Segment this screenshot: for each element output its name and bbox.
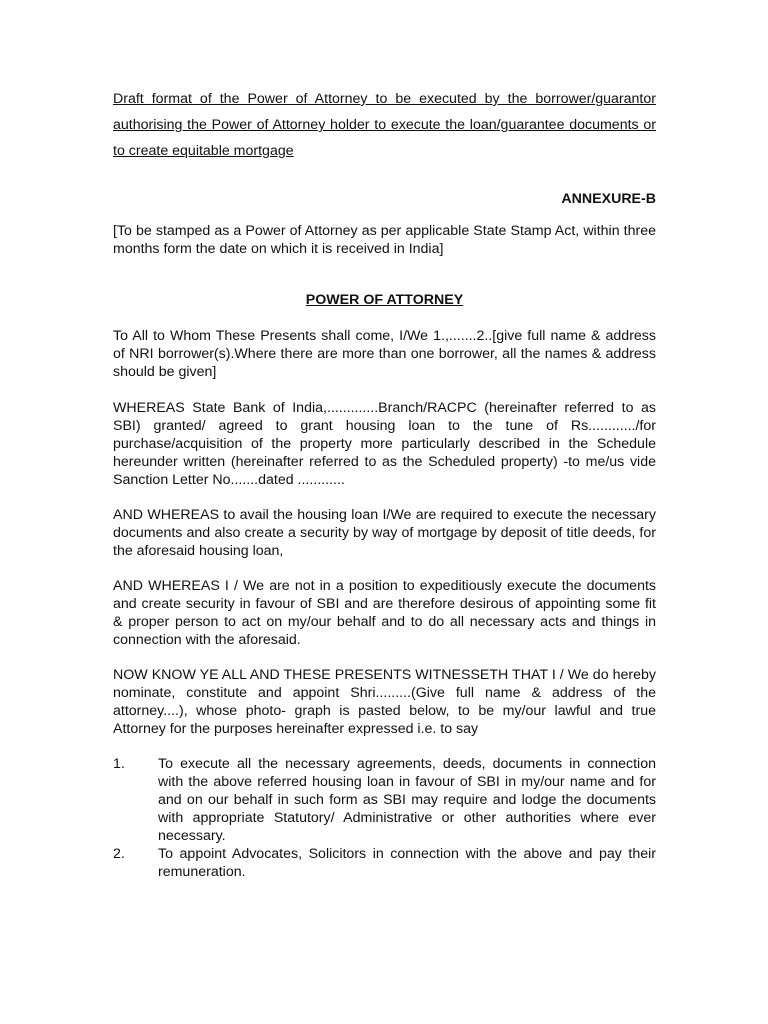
annexure-label: ANNEXURE-B bbox=[561, 191, 656, 207]
document-title: Draft format of the Power of Attorney to be executed by the borrower/guarantor authorising the Power of Attorney holder to execute the loan/guarantee documents or to create equitable mortgage bbox=[113, 91, 656, 159]
and-whereas-not-in-position-paragraph: AND WHEREAS I / We are not in a position to expeditiously execute the documents and create security in favour of SBI and are therefore desirous of appointing some fit & proper person to act on my/our behalf and to do all necessary acts and things in connection with the aforesaid. bbox=[113, 578, 656, 648]
document-body bbox=[113, 86, 656, 881]
now-know-ye-paragraph: NOW KNOW YE ALL AND THESE PRESENTS WITNESSETH THAT I / We do hereby nominate, constitute and appoint Shri.........(Give full name & address of the attorney....), whose photo- graph is pasted below, to be my/our lawful and true Attorney for the purposes hereinafter expressed i.e. to say bbox=[113, 667, 656, 737]
and-whereas-loan-paragraph: AND WHEREAS to avail the housing loan I/We are required to execute the necessary documents and also create a security by way of mortgage by deposit of title deeds, for the aforesaid housing loan, bbox=[113, 507, 656, 559]
power-of-attorney-heading: POWER OF ATTORNEY bbox=[305, 292, 464, 308]
intro-paragraph: To All to Whom These Presents shall come, I/We 1.,.......2..[give full name & address of NRI borrower(s).Where there are more than one borrower, all the names & address should be given] bbox=[113, 328, 656, 380]
whereas-paragraph: WHEREAS State Bank of India,.............Branch/RACPC (hereinafter referred to as SBI) granted/ agreed to grant housing loan to the tune of Rs............/for purchase/acquisition of the property more particularly described in the Schedule hereunder written (hereinafter referred to as the Scheduled property) -to me/us vide Sanction Letter No.......dated ............ bbox=[113, 400, 656, 488]
list-item-text: To execute all the necessary agreements, deeds, documents in connection with the above referred housing loan in favour of SBI in my/our name and for and on our behalf in such form as SBI may require and lodge the documents with appropriate Statutory/ Administrative or other authorities where ever necessary. bbox=[158, 756, 656, 844]
list-item bbox=[113, 845, 656, 881]
list-item-number: 1. bbox=[113, 756, 125, 772]
list-item-text: To appoint Advocates, Solicitors in connection with the above and pay their remuneration. bbox=[158, 846, 656, 880]
list-item bbox=[113, 755, 656, 845]
powers-list bbox=[113, 755, 656, 881]
list-item-number: 2. bbox=[113, 846, 125, 862]
stamp-note: [To be stamped as a Power of Attorney as per applicable State Stamp Act, within three months form the date on which it is received in India] bbox=[113, 223, 656, 257]
